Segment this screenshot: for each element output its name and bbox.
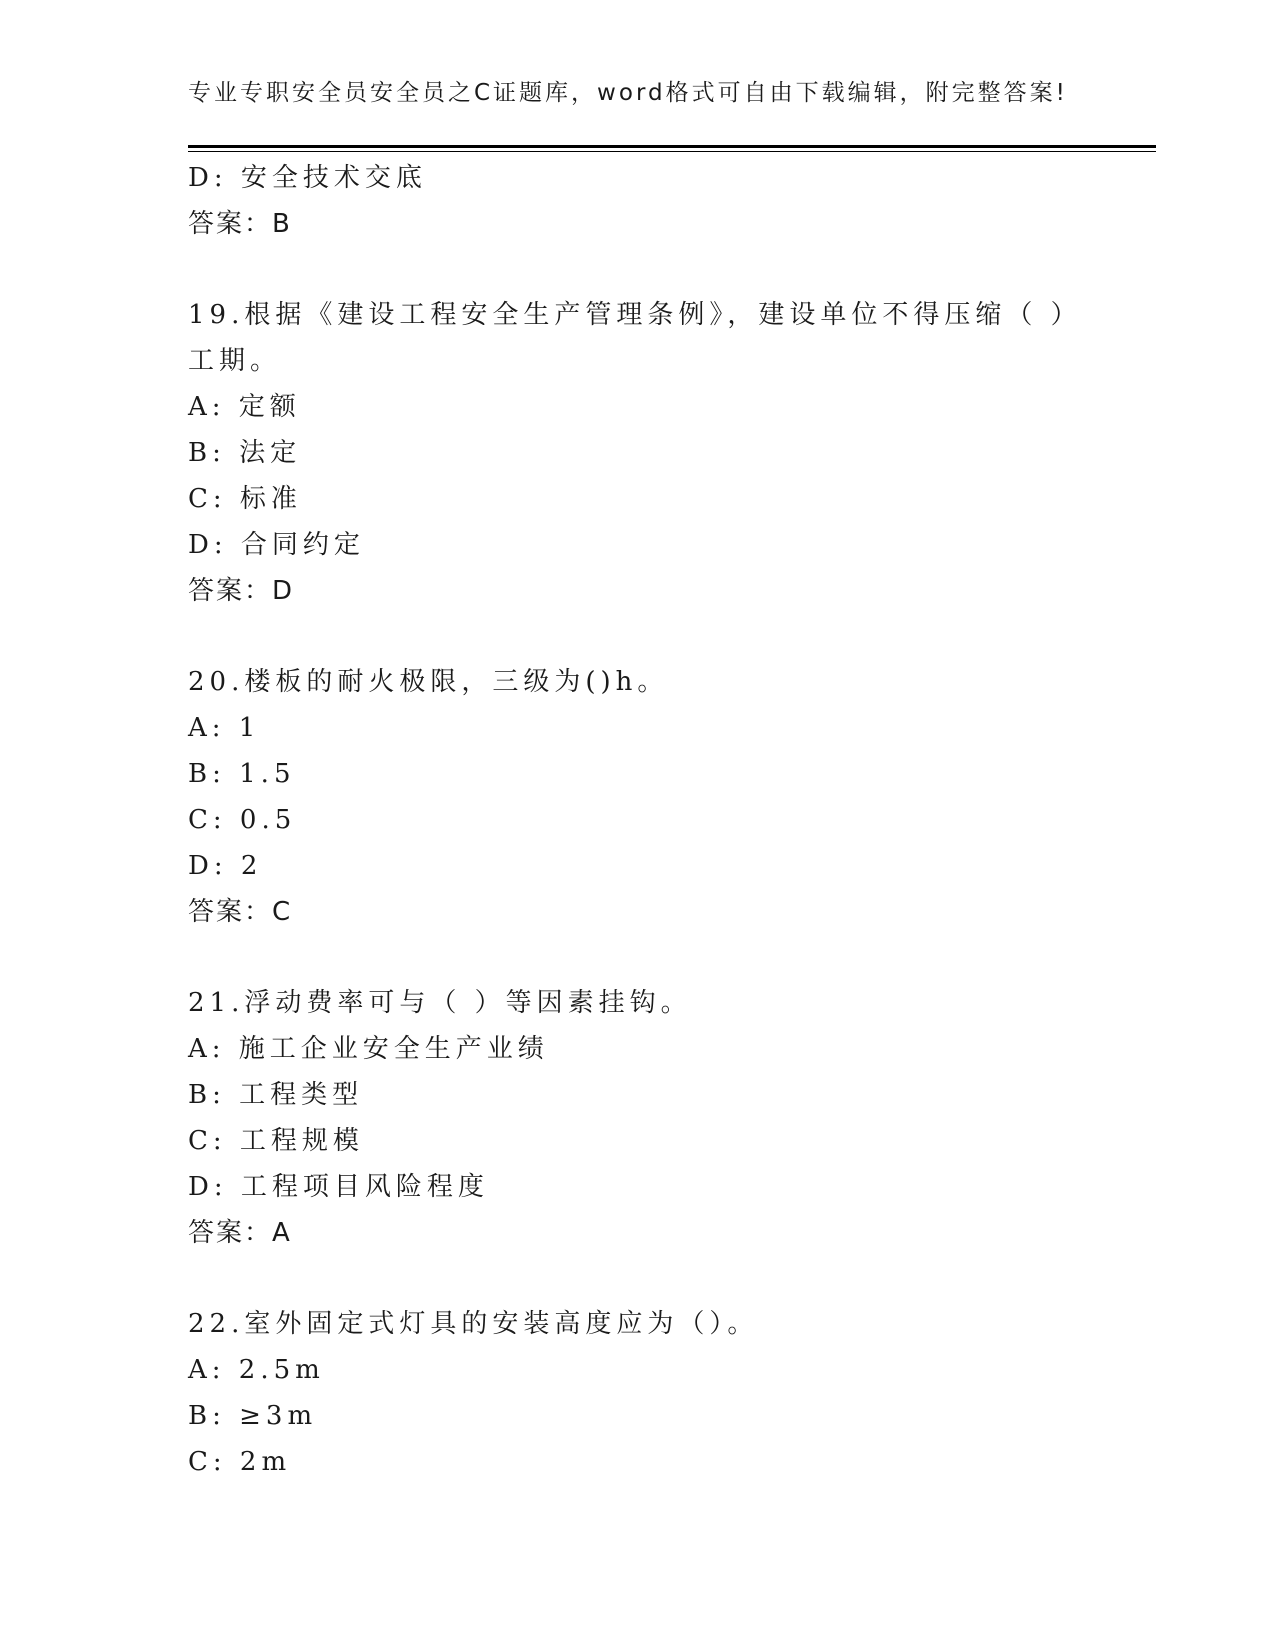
question-block xyxy=(188,292,1148,614)
option-line: D: 合同约定 xyxy=(188,530,365,560)
answer-line: 答案：A xyxy=(188,1218,292,1248)
header-rule-thin xyxy=(188,151,1156,152)
question-block xyxy=(188,659,1148,935)
question-stem: 21.浮动费率可与（ ）等因素挂钩。 xyxy=(188,988,692,1018)
question-stem-continued: 工期。 xyxy=(188,346,282,376)
option-line: C: 标准 xyxy=(188,484,302,514)
page-header: 专业专职安全员安全员之C证题库，word格式可自由下载编辑，附完整答案! xyxy=(188,80,1068,106)
option-line: A: 1 xyxy=(188,713,261,743)
option-line: C: 工程规模 xyxy=(188,1126,364,1156)
option-line: D: 2 xyxy=(188,851,263,881)
question-stem: 19.根据《建设工程安全生产管理条例》，建设单位不得压缩（ ） xyxy=(188,300,1082,330)
option-line: D: 工程项目风险程度 xyxy=(188,1172,489,1202)
question-stem: 22.室外固定式灯具的安装高度应为（）。 xyxy=(188,1309,759,1339)
answer-line: 答案：B xyxy=(188,209,292,239)
question-list xyxy=(188,155,1148,1485)
answer-line: 答案：C xyxy=(188,897,293,927)
header-rule-thick xyxy=(188,145,1156,148)
option-line: A: 2.5m xyxy=(188,1355,325,1385)
question-stem: 20.楼板的耐火极限，三级为()h。 xyxy=(188,667,669,697)
option-line: A: 定额 xyxy=(188,392,301,422)
answer-line: 答案：D xyxy=(188,576,295,606)
option-line: C: 2m xyxy=(188,1447,292,1477)
option-line: B: 工程类型 xyxy=(188,1080,364,1110)
question-block xyxy=(188,980,1148,1256)
option-line: C: 0.5 xyxy=(188,805,297,835)
option-line: B: ≥3m xyxy=(188,1401,318,1431)
question-block xyxy=(188,1301,1148,1485)
option-line: D: 安全技术交底 xyxy=(188,163,427,193)
option-line: A: 施工企业安全生产业绩 xyxy=(188,1034,549,1064)
option-line: B: 法定 xyxy=(188,438,302,468)
option-line: B: 1.5 xyxy=(188,759,296,789)
